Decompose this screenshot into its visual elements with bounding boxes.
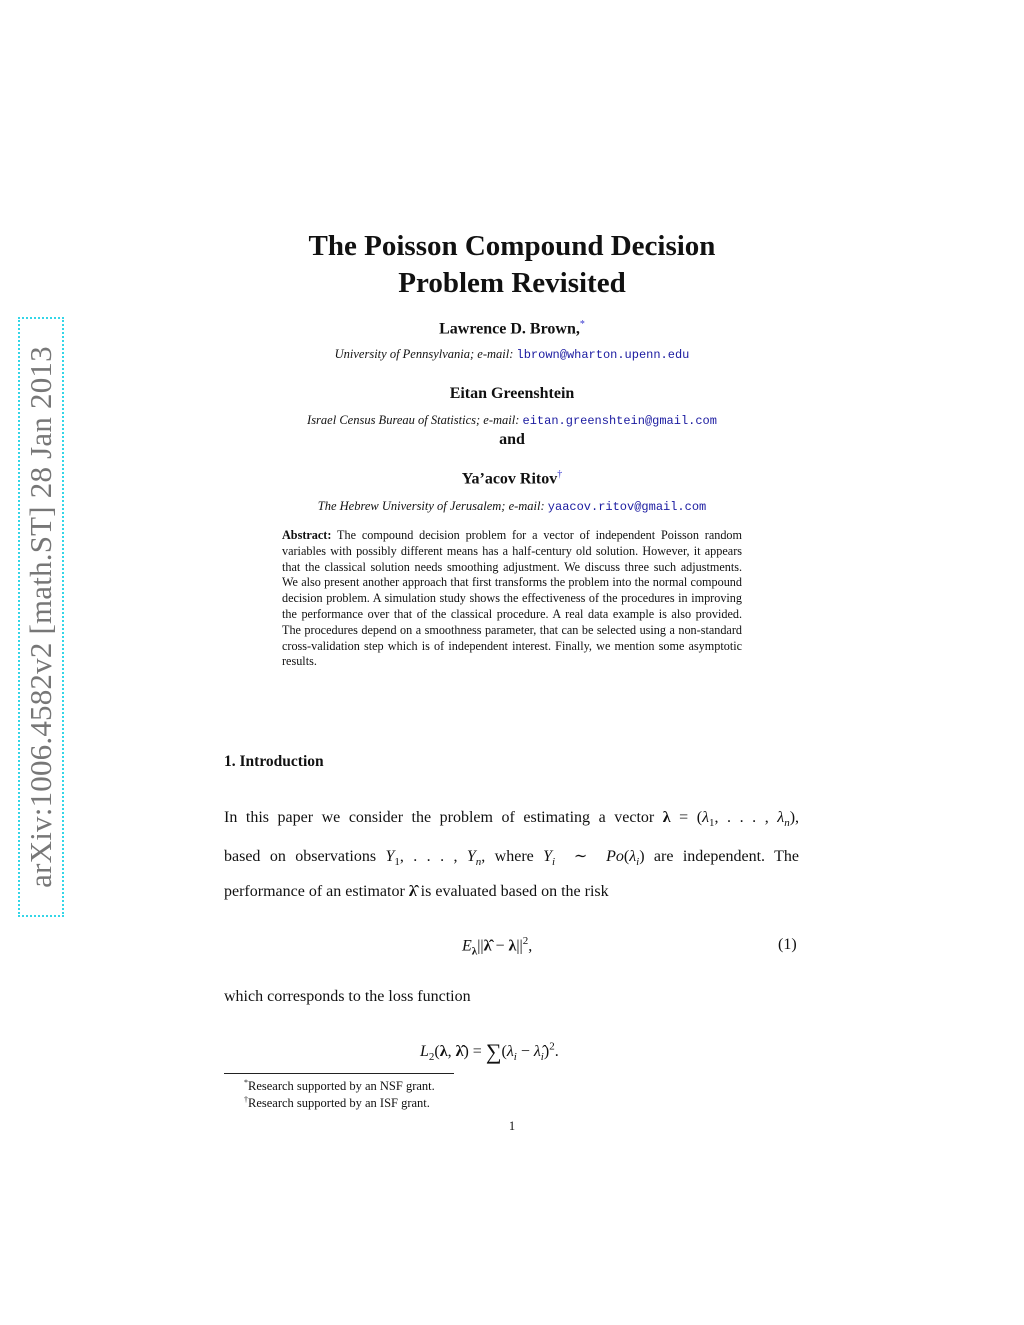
author-3-email-link[interactable]: yaacov.ritov@gmail.com bbox=[547, 500, 707, 514]
author-1-affiliation-text: University of Pennsylvania; e-mail: bbox=[334, 347, 517, 361]
section-heading: 1. Introduction bbox=[224, 753, 324, 770]
body-line-1-text: In this paper we consider the problem of estimating a vector bbox=[224, 809, 663, 826]
body-line-2 bbox=[224, 846, 799, 868]
arxiv-stamp bbox=[18, 317, 64, 917]
body-line-2-text-b: , where bbox=[481, 848, 544, 865]
math-lambda-hat: λ̂ bbox=[408, 883, 417, 900]
paper-title bbox=[200, 228, 824, 302]
body-line-1 bbox=[224, 809, 799, 829]
math-lambda-vector: $\lambda = (\lambda_1$, . . . , $\lambda_n$), bbox=[662, 809, 800, 830]
author-1 bbox=[0, 319, 1024, 338]
body-line-3 bbox=[224, 883, 799, 901]
body-line-4: which corresponds to the loss function bbox=[224, 988, 471, 1005]
footnote-rule bbox=[224, 1073, 454, 1074]
author-2-affiliation-text: Israel Census Bureau of Statistics; e-mail: bbox=[307, 413, 523, 427]
page-number: 1 bbox=[508, 1119, 516, 1133]
footnote-1-text: Research supported by an NSF grant. bbox=[248, 1079, 435, 1094]
abstract bbox=[282, 528, 742, 670]
body-line-2-text-c: are independent. The bbox=[644, 848, 800, 865]
title-line-1: The Poisson Compound Decision bbox=[308, 230, 716, 262]
and-separator: and bbox=[499, 431, 525, 448]
body-line-2-text-a: based on observations bbox=[224, 848, 386, 865]
footnote-1-mark: * bbox=[244, 1078, 248, 1087]
title-line-2: Problem Revisited bbox=[398, 267, 626, 299]
footnote-2-text: Research supported by an ISF grant. bbox=[248, 1096, 430, 1111]
author-3-affiliation bbox=[0, 499, 1024, 514]
author-1-affiliation bbox=[0, 347, 1024, 362]
author-2 bbox=[0, 385, 1024, 403]
arxiv-stamp-text: arXiv:1006.4582v2 [math.ST] 28 Jan 2013 bbox=[23, 346, 58, 888]
footnote-2-mark: † bbox=[244, 1095, 248, 1104]
author-3-affiliation-text: The Hebrew University of Jerusalem; e-mail: bbox=[317, 499, 548, 513]
body-line-3-text-a: performance of an estimator bbox=[224, 883, 409, 900]
author-3 bbox=[0, 469, 1024, 488]
math-poisson-dist: $Y_i$ ∼ $Po(\lambda_i)$ bbox=[543, 848, 645, 869]
abstract-label: Abstract: bbox=[282, 528, 332, 542]
equation-1: $E_\lambda||\lambdâ - \lambda||^2$, bbox=[462, 935, 533, 958]
author-2-email-link[interactable]: eitan.greenshtein@gmail.com bbox=[522, 414, 717, 428]
author-1-footnote-mark[interactable]: * bbox=[579, 319, 585, 330]
author-2-name: Eitan Greenshtein bbox=[449, 385, 575, 402]
footnote-1 bbox=[244, 1078, 435, 1094]
author-3-name: Ya’acov Ritov bbox=[461, 470, 558, 488]
author-3-footnote-mark[interactable]: † bbox=[557, 469, 563, 480]
author-1-email-link[interactable]: lbrown@wharton.upenn.edu bbox=[516, 348, 690, 362]
author-1-name: Lawrence D. Brown, bbox=[439, 320, 580, 338]
body-line-3-text-b: is evaluated based on the risk bbox=[416, 883, 609, 900]
equation-loss: $L_2(\lambda$, λ̂) = $\sum(\lambda_i$ − $\lambdâ_i)^2$. bbox=[420, 1039, 559, 1064]
abstract-text: The compound decision problem for a vector of independent Poisson random variables with possibly different means has a half-century old solution. However, it appears that the classical solution needs smoothing adjustment. We discuss three such adjustments. We also present another approach that first transforms the problem into the normal compound decision problem. A simulation study shows the effectiveness of the procedures in improving the performance over that of the classical procedure. A real data example is also provided. The procedures depend on a smoothness parameter, that can be selected using a non-standard cross-validation step which is of independent interest. Finally, we mention some asymptotic results. bbox=[282, 528, 743, 669]
equation-1-number: (1) bbox=[778, 936, 797, 953]
math-observations: $Y_1$, . . . , $Y_n$ bbox=[385, 848, 482, 869]
footnote-2 bbox=[244, 1095, 430, 1111]
author-2-affiliation bbox=[0, 413, 1024, 428]
